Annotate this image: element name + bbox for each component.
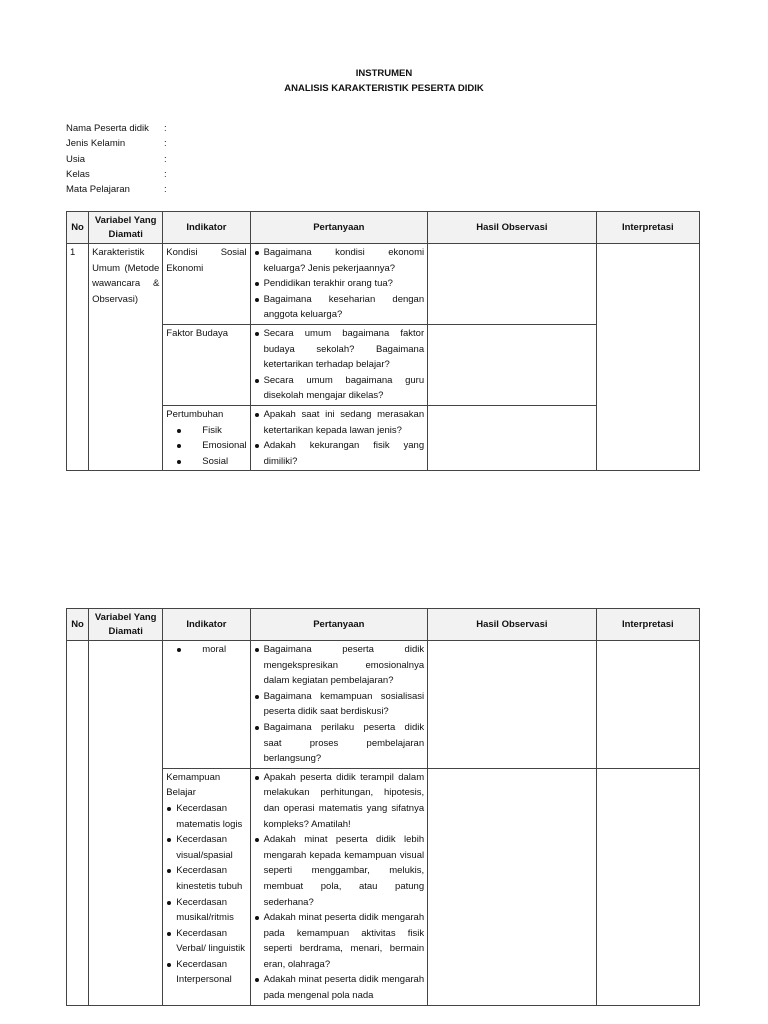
identity-colon: : (164, 168, 167, 180)
header-pertanyaan: Pertanyaan (250, 212, 428, 244)
header-indikator: Indikator (163, 212, 250, 244)
hasil-observasi-cell[interactable] (428, 405, 597, 470)
identity-label: Mata Pelajaran (66, 184, 130, 196)
question-list (254, 245, 425, 323)
hasil-observasi-cell[interactable] (428, 641, 597, 769)
header-variabel: Variabel Yang Diamati (89, 212, 163, 244)
identity-colon: : (164, 138, 167, 150)
indikator-cell: Kondisi Sosial Ekonomi (163, 244, 250, 325)
question-item: Apakah saat ini sedang merasakan ketertarikan kepada lawan jenis? (254, 407, 425, 438)
interpretasi-cell[interactable] (596, 641, 699, 769)
indikator-subitem: Sosial (166, 454, 246, 470)
indikator-item: Kecerdasan visual/spasial (166, 832, 246, 863)
question-item: Apakah peserta didik terampil dalam melakukan perhitungan, hipotesis, dan operasi matematis yang sifatnya kompleks? Amatilah! (254, 770, 425, 832)
indikator-cell (163, 768, 250, 1005)
header-hasil-observasi: Hasil Observasi (428, 609, 597, 641)
identity-row-subject (66, 182, 172, 197)
indikator-cell (163, 641, 250, 769)
indikator-label: Kemampuan Belajar (166, 771, 221, 799)
header-no: No (67, 609, 89, 641)
question-item: Pendidikan terakhir orang tua? (254, 276, 425, 292)
pertanyaan-cell (250, 641, 428, 769)
identity-colon: : (164, 184, 167, 196)
question-item: Secara umum bagaimana guru disekolah mengajar dikelas? (254, 373, 425, 404)
identity-row-gender (66, 136, 172, 151)
identity-label: Usia (66, 153, 86, 165)
identity-label: Nama Peserta didik (66, 123, 149, 134)
indikator-item: Kecerdasan Verbal/ linguistik (166, 926, 246, 957)
indikator-item: Kecerdasan musikal/ritmis (166, 895, 246, 926)
table-row (67, 244, 700, 325)
document-subtitle: ANALISIS KARAKTERISTIK PESERTA DIDIK (284, 83, 484, 94)
indikator-item-list (166, 801, 246, 988)
table-header-row (67, 212, 700, 244)
document-title: INSTRUMEN (355, 68, 413, 79)
question-item: Bagaimana kondisi ekonomi keluarga? Jenis pekerjaannya? (254, 245, 425, 276)
question-item: Adakah minat peserta didik mengarah pada kemampuan aktivitas fisik seperti berdrama, menari, bermain eran, olahraga? (254, 910, 425, 972)
header-interpretasi: Interpretasi (596, 609, 699, 641)
pertanyaan-cell (250, 405, 428, 470)
identity-row-class (66, 167, 172, 182)
interpretasi-cell[interactable] (596, 768, 699, 1005)
indikator-item: Kecerdasan matematis logis (166, 801, 246, 832)
question-item: Adakah minat peserta didik lebih mengarah kepada kemampuan visual seperti menggambar, melukis, membuat pola, atau patung sederhana? (254, 832, 425, 910)
indikator-sublist (166, 642, 246, 658)
question-list (254, 770, 425, 1004)
question-list (254, 326, 425, 404)
row-number: 1 (67, 244, 89, 471)
indikator-cell: Faktor Budaya (163, 324, 250, 405)
interpretasi-cell[interactable] (596, 244, 699, 471)
observation-table-2 (66, 608, 700, 1006)
hasil-observasi-cell[interactable] (428, 244, 597, 325)
header-variabel: Variabel Yang Diamati (89, 609, 163, 641)
header-interpretasi: Interpretasi (596, 212, 699, 244)
observation-table-1 (66, 211, 700, 471)
identity-row-age (66, 152, 172, 167)
identity-label: Jenis Kelamin (66, 138, 126, 150)
question-item: Bagaimana peserta didik mengekspresikan emosionalnya dalam kegiatan pembelajaran? (254, 642, 425, 689)
pertanyaan-cell (250, 244, 428, 325)
indikator-subitem: Emosional (166, 438, 246, 454)
pertanyaan-cell (250, 324, 428, 405)
variabel-cell (89, 641, 163, 1006)
hasil-observasi-cell[interactable] (428, 324, 597, 405)
indikator-cell (163, 405, 250, 470)
row-number (67, 641, 89, 1006)
question-item: Bagaimana perilaku peserta didik saat proses pembelajaran berlangsung? (254, 720, 425, 767)
variabel-cell: Karakteristik Umum (Metode wawancara & Observasi) (89, 244, 163, 471)
indikator-item: Kecerdasan Interpersonal (166, 957, 246, 988)
question-item: Adakah kekurangan fisik yang dimiliki? (254, 438, 425, 469)
question-item: Secara umum bagaimana faktor budaya sekolah? Bagaimana ketertarikan terhadap belajar? (254, 326, 425, 373)
question-list (254, 642, 425, 767)
indikator-item: Kecerdasan kinestetis tubuh (166, 863, 246, 894)
identity-row-name (66, 121, 172, 136)
identity-block (66, 121, 172, 197)
identity-colon: : (164, 123, 167, 134)
identity-label: Kelas (66, 168, 90, 180)
pertanyaan-cell (250, 768, 428, 1005)
question-item: Bagaimana kemampuan sosialisasi peserta didik saat berdiskusi? (254, 689, 425, 720)
header-no: No (67, 212, 89, 244)
indikator-subitem: Fisik (166, 423, 246, 439)
header-indikator: Indikator (163, 609, 250, 641)
header-hasil-observasi: Hasil Observasi (428, 212, 597, 244)
header-pertanyaan: Pertanyaan (250, 609, 428, 641)
question-item: Adakah minat peserta didik mengarah pada mengenal pola nada (254, 972, 425, 1003)
table-row (67, 641, 700, 769)
question-item: Bagaimana keseharian dengan anggota keluarga? (254, 292, 425, 323)
identity-colon: : (164, 153, 167, 165)
indikator-subitem: moral (166, 642, 246, 658)
hasil-observasi-cell[interactable] (428, 768, 597, 1005)
indikator-sublist (166, 423, 246, 470)
question-list (254, 407, 425, 469)
table-header-row (67, 609, 700, 641)
indikator-label: Pertumbuhan (166, 408, 224, 420)
